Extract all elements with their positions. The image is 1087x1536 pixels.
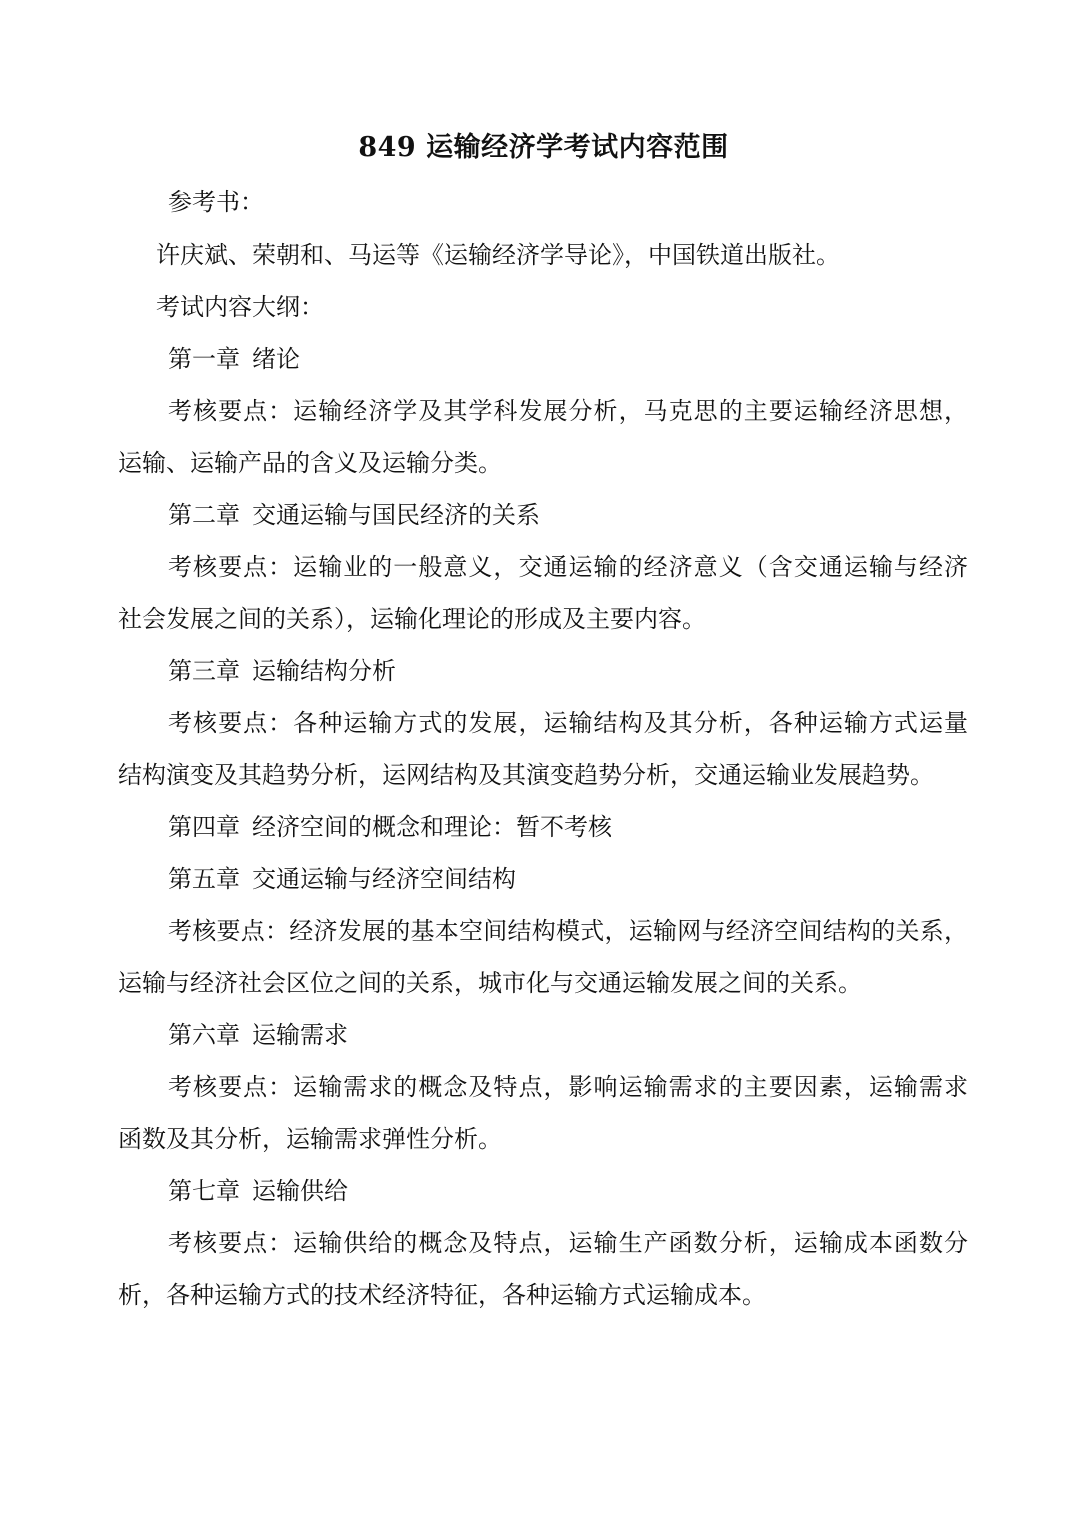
reference-label: 参考书：: [168, 188, 264, 216]
reference-text: 许庆斌、荣朝和、马运等《运输经济学导论》，中国铁道出版社。: [156, 241, 840, 269]
chapter-2-points-line1: 考核要点：运输业的一般意义，交通运输的经济意义（含交通运输与经济: [168, 553, 968, 581]
chapter-3-title: 运输结构分析: [252, 657, 396, 685]
chapter-1-points-line2: 运输、运输产品的含义及运输分类。: [118, 449, 502, 477]
chapter-7-title: 运输供给: [252, 1177, 348, 1205]
chapter-3-number: 第三章: [168, 657, 240, 685]
chapter-4-heading: [168, 810, 612, 844]
chapter-3-points-line1: 考核要点：各种运输方式的发展，运输结构及其分析，各种运输方式运量: [168, 709, 968, 737]
chapter-5-title: 交通运输与经济空间结构: [252, 865, 516, 893]
chapter-6-heading: [168, 1018, 348, 1052]
chapter-6-points-line1: 考核要点：运输需求的概念及特点，影响运输需求的主要因素，运输需求: [168, 1073, 968, 1101]
chapter-1-number: 第一章: [168, 345, 240, 373]
chapter-6-title: 运输需求: [252, 1021, 348, 1049]
chapter-3-points-line2: 结构演变及其趋势分析，运网结构及其演变趋势分析，交通运输业发展趋势。: [118, 761, 934, 789]
chapter-5-number: 第五章: [168, 865, 240, 893]
chapter-1-heading: [168, 342, 300, 376]
document-title: 849 运输经济学考试内容范围: [358, 132, 729, 163]
outline-label: 考试内容大纲：: [156, 293, 324, 321]
chapter-4-number: 第四章: [168, 813, 240, 841]
chapter-7-number: 第七章: [168, 1177, 240, 1205]
chapter-7-heading: [168, 1174, 348, 1208]
chapter-1-title: 绪论: [252, 345, 300, 373]
chapter-5-heading: [168, 862, 516, 896]
chapter-4-title: 经济空间的概念和理论：暂不考核: [252, 813, 612, 841]
chapter-3-heading: [168, 654, 396, 688]
chapter-2-number: 第二章: [168, 501, 240, 529]
chapter-1-points-line1: 考核要点：运输经济学及其学科发展分析，马克思的主要运输经济思想，: [168, 397, 968, 425]
chapter-6-points-line2: 函数及其分析，运输需求弹性分析。: [118, 1125, 502, 1153]
chapter-2-heading: [168, 498, 540, 532]
chapter-5-points-line1: 考核要点：经济发展的基本空间结构模式，运输网与经济空间结构的关系，: [168, 917, 968, 945]
chapter-7-points-line1: 考核要点：运输供给的概念及特点，运输生产函数分析，运输成本函数分: [168, 1229, 968, 1257]
chapter-5-points-line2: 运输与经济社会区位之间的关系，城市化与交通运输发展之间的关系。: [118, 969, 862, 997]
chapter-7-points-line2: 析，各种运输方式的技术经济特征，各种运输方式运输成本。: [118, 1281, 766, 1309]
chapter-6-number: 第六章: [168, 1021, 240, 1049]
chapter-2-points-line2: 社会发展之间的关系），运输化理论的形成及主要内容。: [118, 605, 706, 633]
chapter-2-title: 交通运输与国民经济的关系: [252, 501, 540, 529]
